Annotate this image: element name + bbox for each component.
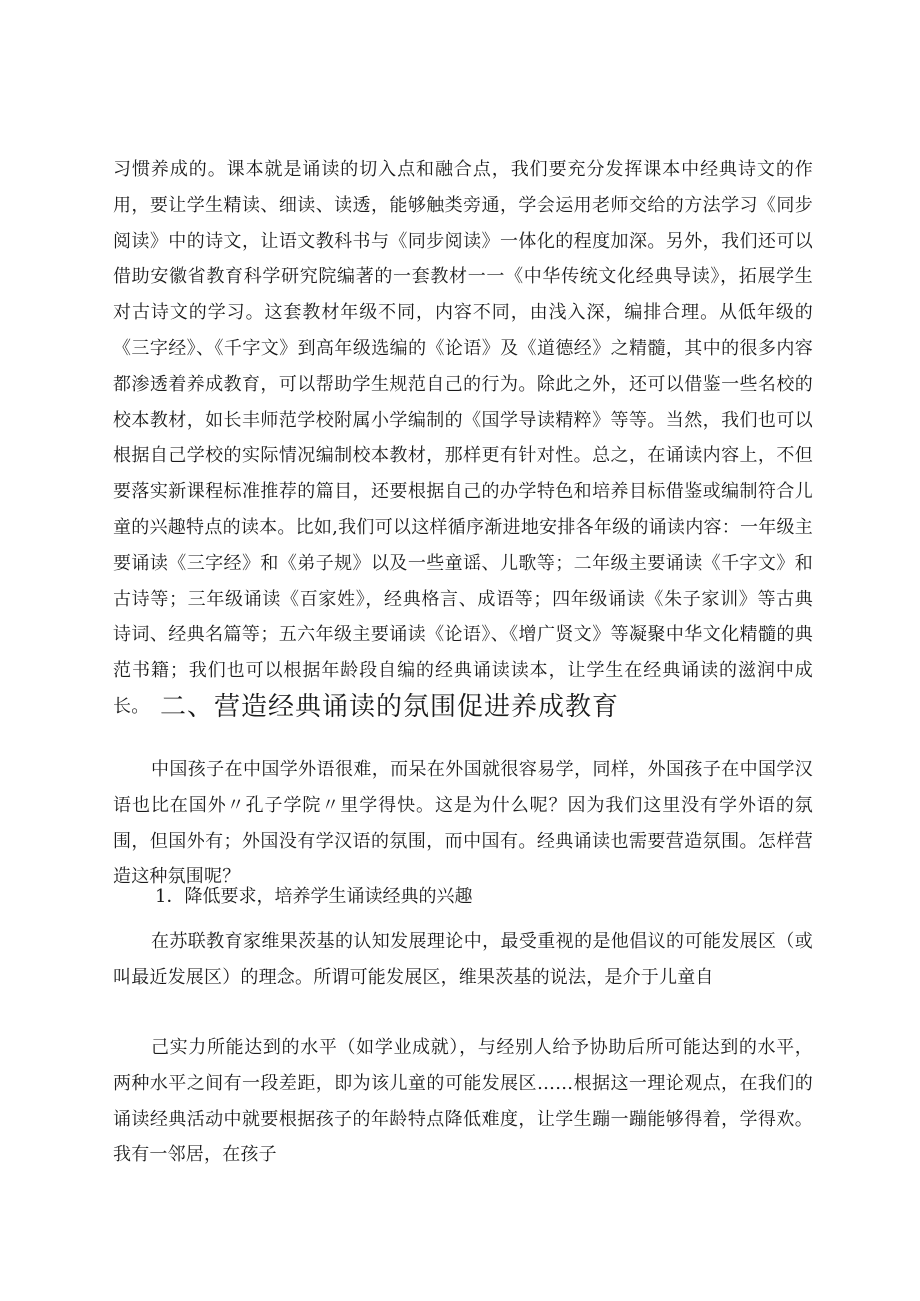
body-paragraph-2: 中国孩子在中国学外语很难，而呆在外国就很容易学，同样，外国孩子在中国学汉语也比在国外〃孔子学院〃里学得快。这是为什么呢？因为我们这里没有学外语的氛围，但国外有；外国没有学汉语的氛围，而中国有。经典诵读也需要营造氛围。怎样营造这种氛围呢？ [113,759,813,888]
section-heading: 二、营造经典诵读的氛围促进养成教育 [160,692,620,722]
subsection-heading: 1．降低要求，培养学生诵读经典的兴趣 [155,886,473,907]
body-paragraph-3: 在苏联教育家维果茨基的认知发展理论中，最受重视的是他倡议的可能发展区（或叫最近发展区）的理念。所谓可能发展区，维果茨基的说法，是介于儿童自 [113,931,813,988]
body-paragraph-1: 习惯养成的。课本就是诵读的切入点和融合点，我们要充分发挥课本中经典诗文的作用，要让学生精读、细读、读透，能够触类旁通，学会运用老师交给的方法学习《同步阅读》中的诗文，让语文教科书与《同步阅读》一体化的程度加深。另外，我们还可以借助安徽省教育科学研究院编著的一套教材一一《中华传统文化经典导读》，拓展学生对古诗文的学习。这套教材年级不同，内容不同，由浅入深，编排合理。从低年级的《三字经》、《千字文》到高年级选编的《论语》及《道德经》之精髓，其中的很多内容都渗透着养成教育，可以帮助学生规范自己的行为。除此之外，还可以借鉴一些名校的校本教材，如长丰师范学校附属小学编制的《国学导读精粹》等等。当然，我们也可以根据自己学校的实际情况编制校本教材，那样更有针对性。总之，在诵读内容上，不但要落实新课程标准推荐的篇目，还要根据自己的办学特色和培养目标借鉴或编制符合儿童的兴趣特点的读本。比如,我们可以这样循序渐进地安排各年级的诵读内容：一年级主要诵读《三字经》和《弟子规》以及一些童谣、儿歌等；二年级主要诵读《千字文》和古诗等；三年级诵读《百家姓》，经典格言、成语等；四年级诵读《朱子家训》等古典诗词、经典名篇等；五六年级主要诵读《论语》、《增广贤文》等凝聚中华文化精髓的典范书籍；我们也可以根据年龄段自编的经典诵读读本，让学生在经典诵读的滋润中成长。 [113,159,813,717]
body-paragraph-4: 己实力所能达到的水平（如学业成就），与经别人给予协助后所可能达到的水平，两种水平之间有一段差距，即为该儿童的可能发展区……根据这一理论观点，在我们的诵读经典活动中就要根据孩子的年龄特点降低难度，让学生蹦一蹦能够得着，学得欢。我有一邻居，在孩子 [113,1037,813,1166]
